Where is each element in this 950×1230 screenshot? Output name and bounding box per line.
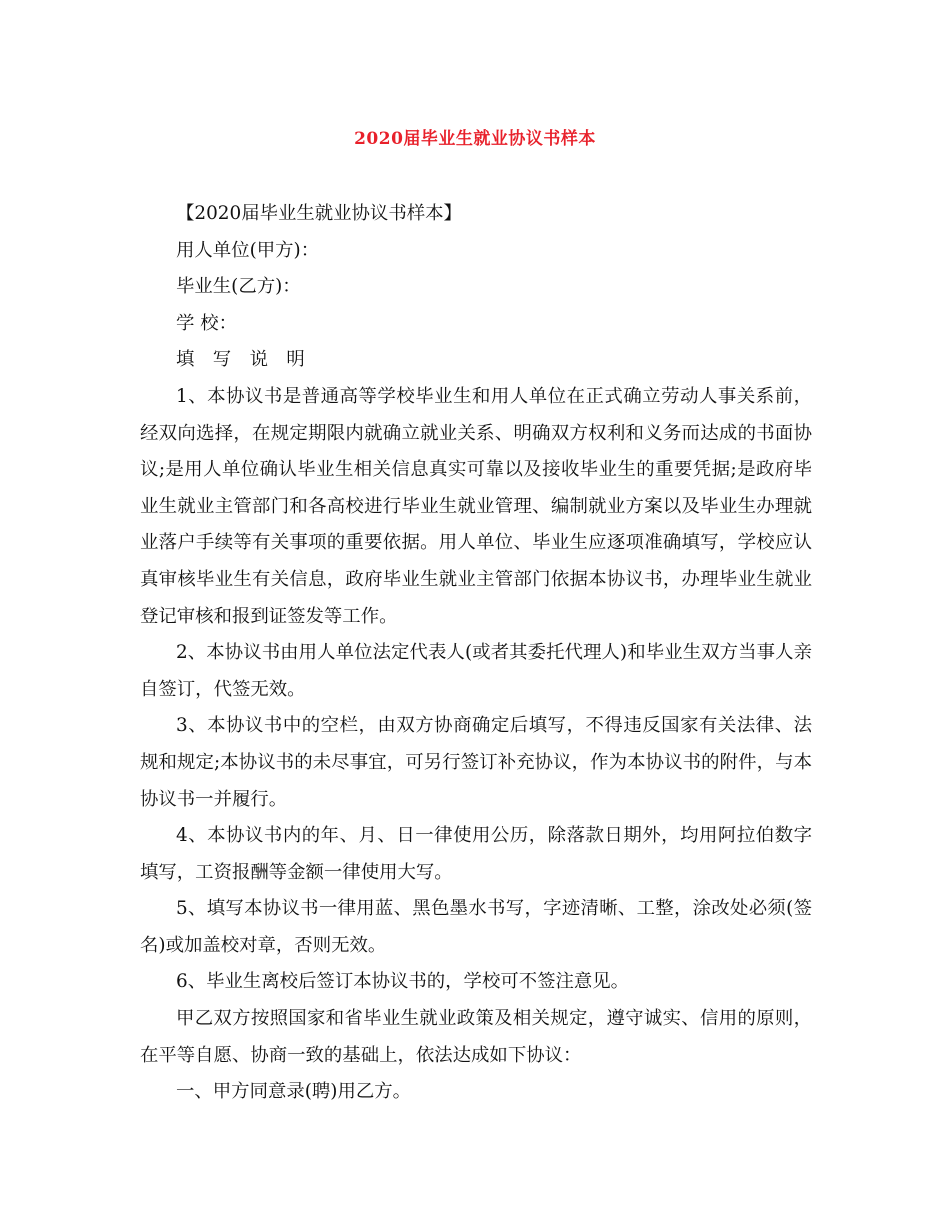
- school-field: 学 校：: [176, 312, 238, 334]
- instructions-heading: 填 写 说 明: [176, 349, 305, 371]
- party-a-field: 用人单位(甲方)：: [176, 239, 320, 261]
- document-title: 2020届毕业生就业协议书样本: [354, 129, 596, 149]
- paragraph-1: 1、本协议书是普通高等学校毕业生和用人单位在正式确立劳动人事关系前，经双向选择，在规定期限内就确立就业关系、明确双方权利和义务而达成的书面协议;是用人单位确认毕业生相关信息真实可靠以及接收毕业生的重要凭据;是政府毕业生就业主管部门和各高校进行毕业生就业管理、编制就业方案以及毕业生办理就业落户手续等有关事项的重要依据。用人单位、毕业生应逐项准确填写，学校应认真审核毕业生有关信息，政府毕业生就业主管部门依据本协议书，办理毕业生就业登记审核和报到证签发等工作。: [140, 385, 812, 627]
- paragraph-6: 6、毕业生离校后签订本协议书的，学校可不签注意见。: [176, 971, 630, 993]
- agreement-preamble: 甲乙双方按照国家和省毕业生就业政策及相关规定，遵守诚实、信用的原则，在平等自愿、协商一致的基础上，依法达成如下协议：: [140, 1008, 812, 1066]
- document-subtitle: 【2020届毕业生就业协议书样本】: [176, 203, 462, 224]
- paragraph-3: 3、本协议书中的空栏，由双方协商确定后填写，不得违反国家有关法律、法规和规定;本协议书的未尽事宜，可另行签订补充协议，作为本协议书的附件，与本协议书一并履行。: [140, 715, 812, 810]
- paragraph-2: 2、本协议书由用人单位法定代表人(或者其委托代理人)和毕业生双方当事人亲自签订，代签无效。: [140, 642, 812, 700]
- clause-1: 一、甲方同意录(聘)用乙方。: [176, 1081, 412, 1103]
- party-b-field: 毕业生(乙方)：: [176, 276, 301, 298]
- paragraph-5: 5、填写本协议书一律用蓝、黑色墨水书写，字迹清晰、工整，涂改处必须(签名)或加盖校对章，否则无效。: [140, 898, 812, 956]
- paragraph-4: 4、本协议书内的年、月、日一律使用公历，除落款日期外，均用阿拉伯数字填写，工资报酬等金额一律使用大写。: [140, 825, 812, 883]
- document-body: [140, 196, 812, 1111]
